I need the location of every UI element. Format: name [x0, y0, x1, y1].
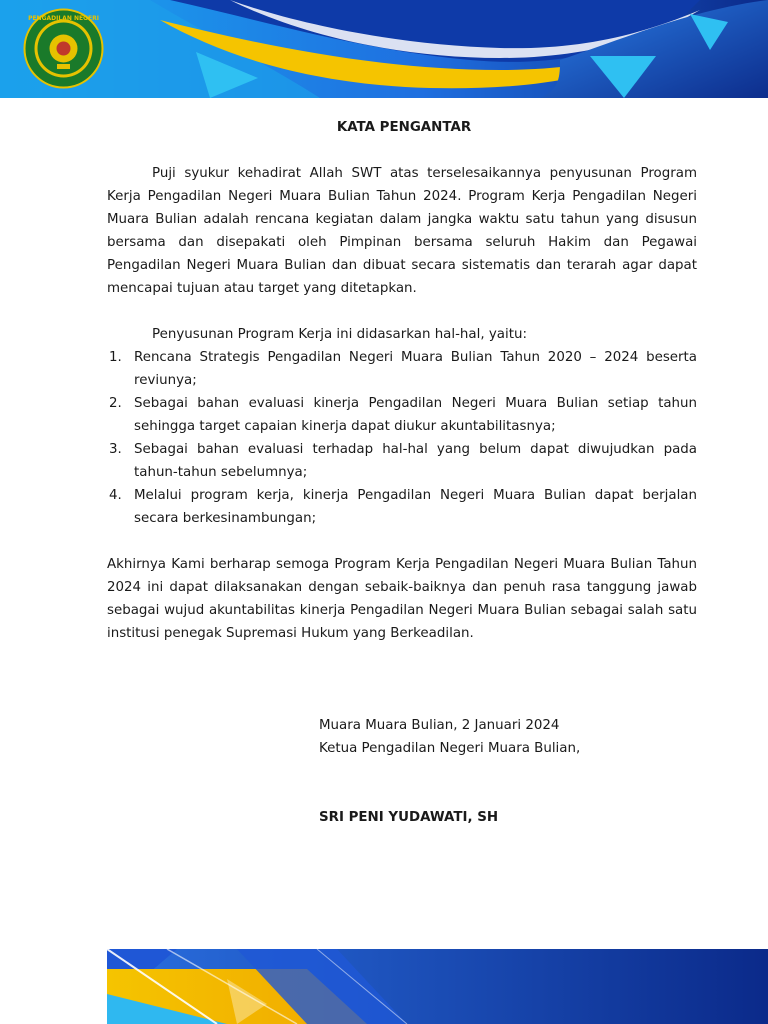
list-text: Sebagai bahan evaluasi kinerja Pengadilan Negeri Muara Bulian setiap tahun sehingga target capaian kinerja dapat diukur akuntabilitasnya; [134, 396, 697, 434]
list-number: 3. [109, 442, 122, 457]
list-item [107, 392, 697, 438]
place-date: Muara Muara Bulian, 2 Januari 2024 [319, 718, 560, 733]
logo-lettering: PENGADILAN NEGERI [28, 15, 99, 22]
list-item [107, 346, 697, 392]
paragraph-intro: Puji syukur kehadirat Allah SWT atas terselesaikannya penyusunan Program Kerja Pengadilan Negeri Muara Bulian Tahun 2024. Program Kerja Pengadilan Negeri Muara Bulian adalah rencana kegiatan dalam jangka waktu satu tahun yang disusun bersama dan disepakati oleh Pimpinan bersama seluruh Hakim dan Pegawai Pengadilan Negeri Muara Bulian dan dibuat secara sistematis dan terarah agar dapat mencapai tujuan atau target yang ditetapkan. [107, 166, 697, 296]
header-decoration [0, 0, 768, 98]
list-item [107, 484, 697, 530]
header-banner [0, 0, 768, 98]
paragraph-basis: Penyusunan Program Kerja ini didasarkan hal-hal, yaitu: [152, 327, 527, 342]
basis-list [107, 346, 697, 530]
footer-banner [107, 949, 768, 1024]
footer-decoration [107, 949, 768, 1024]
list-text: Rencana Strategis Pengadilan Negeri Muara Bulian Tahun 2020 – 2024 beserta reviunya; [134, 350, 697, 388]
list-text: Melalui program kerja, kinerja Pengadilan Negeri Muara Bulian dapat berjalan secara berkesinambungan; [134, 488, 697, 526]
signer-name: SRI PENI YUDAWATI, SH [319, 810, 499, 825]
paragraph-closing: Akhirnya Kami berharap semoga Program Kerja Pengadilan Negeri Muara Bulian Tahun 2024 ini dapat dilaksanakan dengan sebaik-baiknya dan penuh rasa tanggung jawab sebagai wujud akuntabilitas kinerja Pengadilan Negeri Muara Bulian sebagai salah satu institusi penegak Supremasi Hukum yang Berkeadilan. [107, 557, 697, 641]
document-title: KATA PENGANTAR [336, 120, 472, 135]
signer-position: Ketua Pengadilan Negeri Muara Bulian, [319, 741, 581, 756]
signature-block [319, 714, 580, 760]
list-item [107, 438, 697, 484]
list-number: 2. [109, 396, 122, 411]
court-emblem-icon [23, 8, 104, 89]
list-number: 4. [109, 488, 122, 503]
list-text: Sebagai bahan evaluasi terhadap hal-hal yang belum dapat diwujudkan pada tahun-tahun sebelumnya; [134, 442, 697, 480]
document-body [107, 116, 697, 645]
list-number: 1. [109, 350, 122, 365]
